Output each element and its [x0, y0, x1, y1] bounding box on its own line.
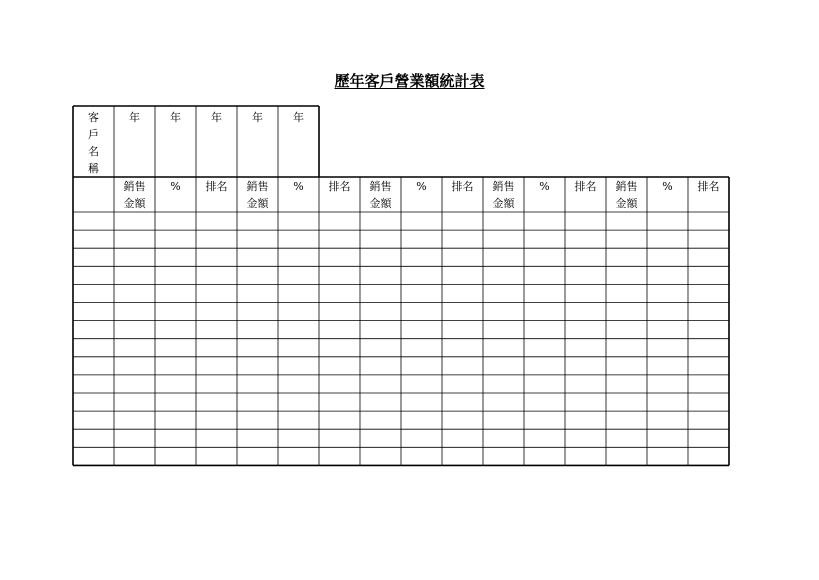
subheader-label: 排名 [451, 180, 474, 193]
subheader-label: % [170, 180, 181, 193]
year-header: 年 [293, 111, 304, 124]
subheader-label: 銷售 金額 [246, 180, 269, 210]
subheader-label: % [416, 180, 427, 193]
subheader-label: 排名 [205, 180, 228, 193]
year-header: 年 [252, 111, 263, 124]
subheader-label: % [539, 180, 550, 193]
year-header: 年 [129, 111, 140, 124]
year-header: 年 [170, 111, 181, 124]
subheader-label: 排名 [697, 180, 720, 193]
subheader-label: % [662, 180, 673, 193]
year-header: 年 [211, 111, 222, 124]
subheader-label: 銷售 金額 [369, 180, 392, 210]
subheader-label: % [293, 180, 304, 193]
subheader-label: 排名 [574, 180, 597, 193]
subheader-label: 銷售 金額 [123, 180, 146, 210]
page-title: 歷年客戶營業額統計表 [334, 72, 485, 90]
subheader-label: 銷售 金額 [492, 180, 515, 210]
subheader-label: 銷售 金額 [615, 180, 638, 210]
subheader-label: 排名 [328, 180, 351, 193]
customer-name-header: 客 戶 名 稱 [88, 111, 99, 175]
